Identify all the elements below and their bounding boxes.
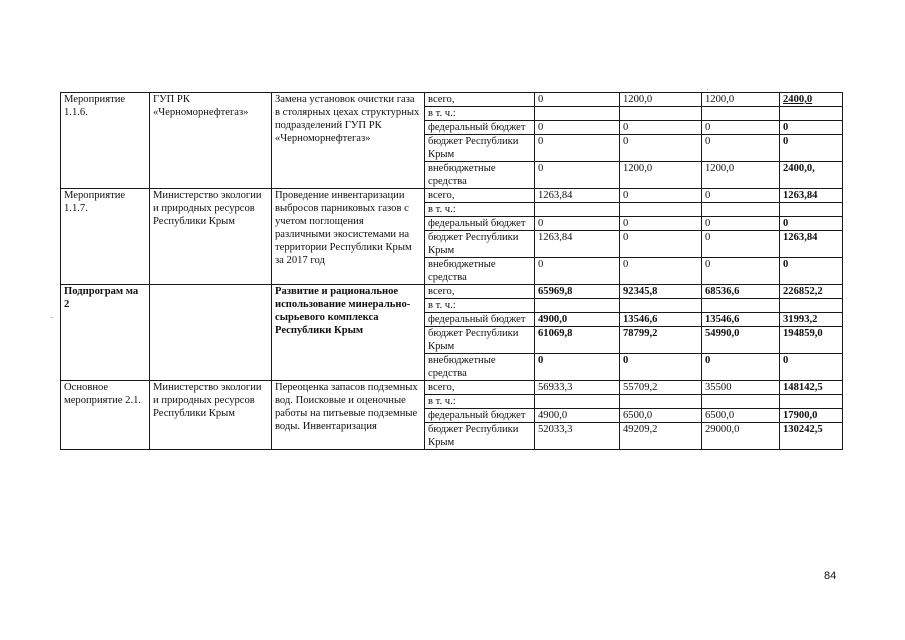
source-cell: бюджет Республики Крым (425, 231, 535, 258)
source-cell: в т. ч.: (425, 107, 535, 121)
source-cell: бюджет Республики Крым (425, 135, 535, 162)
value-cell (620, 107, 702, 121)
event-cell: Мероприятие 1.1.7. (61, 189, 150, 285)
total-cell: 31993,2 (780, 313, 843, 327)
total-cell: 0 (780, 135, 843, 162)
page-number: 84 (824, 570, 837, 582)
value-cell (702, 107, 780, 121)
value-cell: 0 (535, 258, 620, 285)
table-row (61, 381, 843, 395)
value-cell (620, 395, 702, 409)
source-cell: внебюджетные средства (425, 258, 535, 285)
source-cell: в т. ч.: (425, 395, 535, 409)
value-cell: 0 (620, 354, 702, 381)
value-cell: 6500,0 (702, 409, 780, 423)
executor-cell (150, 285, 272, 381)
scan-mark: · (706, 84, 709, 94)
table-row (61, 189, 843, 203)
executor-cell: Министерство экологии и природных ресурсов Республики Крым (150, 189, 272, 285)
source-cell: федеральный бюджет (425, 409, 535, 423)
value-cell: 1263,84 (535, 189, 620, 203)
total-cell (780, 299, 843, 313)
scan-mark: - (50, 312, 53, 322)
value-cell: 0 (702, 354, 780, 381)
source-cell: в т. ч.: (425, 203, 535, 217)
value-cell: 0 (702, 135, 780, 162)
value-cell: 65969,8 (535, 285, 620, 299)
value-cell (620, 299, 702, 313)
value-cell: 68536,6 (702, 285, 780, 299)
table-row (61, 285, 843, 299)
total-cell (780, 107, 843, 121)
value-cell: 13546,6 (702, 313, 780, 327)
value-cell: 13546,6 (620, 313, 702, 327)
value-cell: 49209,2 (620, 423, 702, 450)
source-cell: федеральный бюджет (425, 217, 535, 231)
table-row (61, 93, 843, 107)
source-cell: бюджет Республики Крым (425, 423, 535, 450)
value-cell: 35500 (702, 381, 780, 395)
value-cell: 4900,0 (535, 409, 620, 423)
description-cell: Переоценка запасов подземных вод. Поисковые и оценочные работы на питьевые подземные воды. Инвентаризация (272, 381, 425, 450)
value-cell: 1200,0 (702, 93, 780, 107)
total-cell: 1263,84 (780, 189, 843, 203)
source-cell: всего, (425, 189, 535, 203)
value-cell (535, 395, 620, 409)
value-cell: 92345,8 (620, 285, 702, 299)
total-cell: 2400,0 (780, 93, 843, 107)
total-cell: 0 (780, 121, 843, 135)
value-cell: 0 (620, 258, 702, 285)
source-cell: в т. ч.: (425, 299, 535, 313)
value-cell: 0 (535, 135, 620, 162)
value-cell (702, 395, 780, 409)
value-cell: 1263,84 (535, 231, 620, 258)
value-cell: 1200,0 (620, 93, 702, 107)
value-cell: 0 (620, 135, 702, 162)
executor-cell: ГУП РК «Черноморнефтегаз» (150, 93, 272, 189)
total-cell: 148142,5 (780, 381, 843, 395)
value-cell: 0 (535, 354, 620, 381)
total-cell (780, 395, 843, 409)
description-cell: Замена установок очистки газа в столярных цехах структурных подразделений ГУП РК «Черноморнефтегаз» (272, 93, 425, 189)
source-cell: внебюджетные средства (425, 354, 535, 381)
total-cell: 0 (780, 217, 843, 231)
value-cell: 29000,0 (702, 423, 780, 450)
value-cell (535, 107, 620, 121)
value-cell: 0 (535, 121, 620, 135)
event-cell: Основное мероприятие 2.1. (61, 381, 150, 450)
executor-cell: Министерство экологии и природных ресурсов Республики Крым (150, 381, 272, 450)
description-cell: Проведение инвентаризации выбросов парниковых газов с учетом поглощения различными экосистемами на территории Республики Крым за 2017 год (272, 189, 425, 285)
value-cell: 61069,8 (535, 327, 620, 354)
source-cell: всего, (425, 93, 535, 107)
value-cell: 0 (535, 162, 620, 189)
total-cell: 2400,0, (780, 162, 843, 189)
value-cell: 1200,0 (620, 162, 702, 189)
value-cell (535, 299, 620, 313)
value-cell: 78799,2 (620, 327, 702, 354)
value-cell: 52033,3 (535, 423, 620, 450)
value-cell: 0 (620, 121, 702, 135)
total-cell: 0 (780, 354, 843, 381)
description-cell: Развитие и рациональное использование минерально-сырьевого комплекса Республики Крым (272, 285, 425, 381)
total-cell: 194859,0 (780, 327, 843, 354)
source-cell: федеральный бюджет (425, 313, 535, 327)
value-cell: 6500,0 (620, 409, 702, 423)
value-cell: 0 (702, 217, 780, 231)
value-cell: 0 (620, 189, 702, 203)
event-cell: Подпрограм ма 2 (61, 285, 150, 381)
total-cell: 226852,2 (780, 285, 843, 299)
value-cell: 0 (620, 217, 702, 231)
source-cell: всего, (425, 285, 535, 299)
value-cell: 0 (620, 231, 702, 258)
total-cell: 17900,0 (780, 409, 843, 423)
value-cell: 0 (702, 121, 780, 135)
value-cell: 54990,0 (702, 327, 780, 354)
value-cell (702, 203, 780, 217)
value-cell (620, 203, 702, 217)
value-cell: 0 (702, 258, 780, 285)
source-cell: бюджет Республики Крым (425, 327, 535, 354)
event-cell: Мероприятие 1.1.6. (61, 93, 150, 189)
source-cell: всего, (425, 381, 535, 395)
value-cell: 1200,0 (702, 162, 780, 189)
value-cell: 0 (702, 189, 780, 203)
value-cell: 4900,0 (535, 313, 620, 327)
value-cell: 55709,2 (620, 381, 702, 395)
source-cell: федеральный бюджет (425, 121, 535, 135)
total-cell: 1263,84 (780, 231, 843, 258)
value-cell (702, 299, 780, 313)
value-cell: 0 (535, 93, 620, 107)
total-cell: 0 (780, 258, 843, 285)
total-cell: 130242,5 (780, 423, 843, 450)
value-cell: 0 (535, 217, 620, 231)
value-cell: 0 (702, 231, 780, 258)
value-cell (535, 203, 620, 217)
total-cell (780, 203, 843, 217)
source-cell: внебюджетные средства (425, 162, 535, 189)
budget-table (60, 92, 843, 450)
value-cell: 56933,3 (535, 381, 620, 395)
